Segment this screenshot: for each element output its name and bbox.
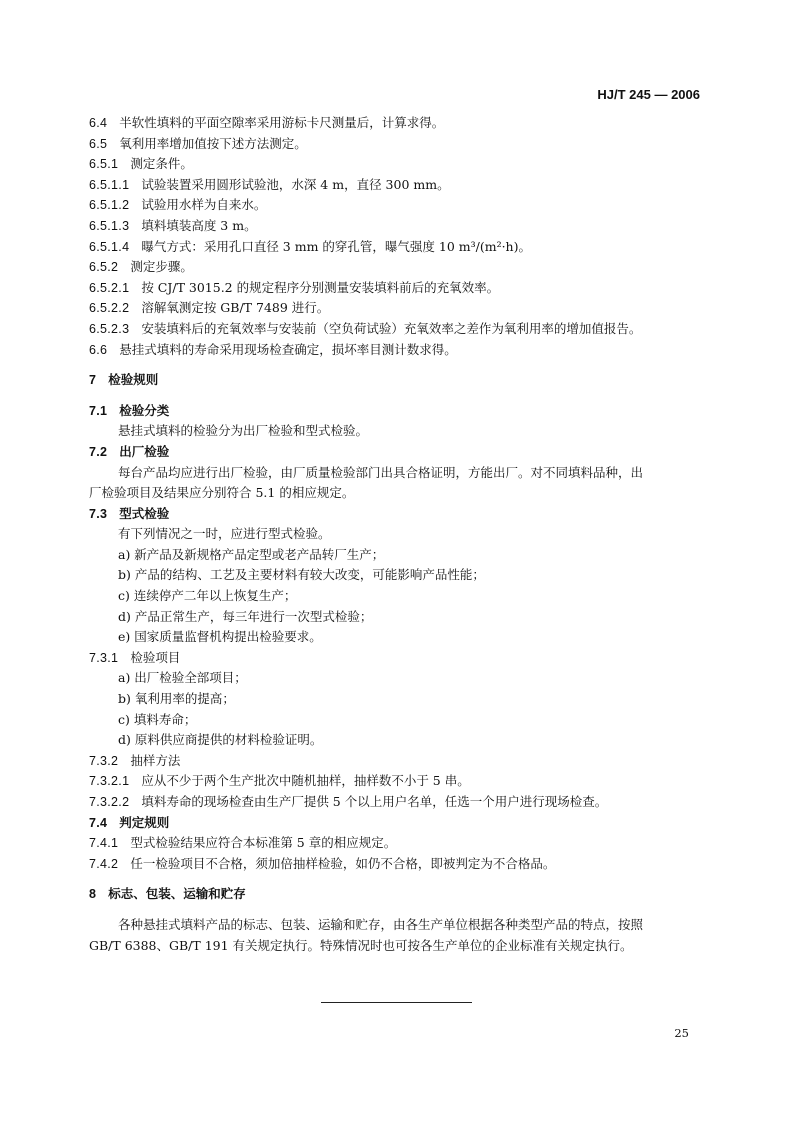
section-7-heading	[89, 370, 705, 391]
clause-number: 7.4.1	[89, 836, 119, 851]
clause-text: 填料寿命的现场检查由生产厂提供 5 个以上用户名单，任选一个用户进行现场检查。	[141, 794, 608, 809]
page-number: 25	[674, 1026, 689, 1040]
clause-number: 6.5.1	[89, 157, 119, 172]
clause-number: 6.5.1.2	[89, 198, 130, 213]
clause-number: 6.4	[89, 116, 108, 130]
section-title: 检验规则	[108, 372, 159, 388]
clause-7-3-2-1	[89, 771, 705, 792]
clause-text: 试验装置采用圆形试验池，水深 4 m，直径 300 mm。	[141, 176, 450, 192]
clause-number: 7.3.1	[89, 650, 119, 665]
clause-6-5-2-2	[89, 298, 705, 319]
clause-6-5-1-2	[89, 195, 705, 216]
spacer	[89, 874, 705, 884]
clause-7-2-text-line1: 每台产品均应进行出厂检验，由厂质量检验部门出具合格证明，方能出厂。对不同填料品种，出	[118, 464, 644, 480]
list-item: d) 产品正常生产，每三年进行一次型式检验；	[118, 608, 373, 624]
clause-number: 6.6	[89, 342, 108, 357]
section-8-text-line1: 各种悬挂式填料产品的标志、包装、运输和贮存，由各生产单位根据各种类型产品的特点，按照	[118, 916, 644, 932]
clause-number: 7.4	[89, 815, 108, 830]
clause-6-6	[89, 340, 705, 361]
clause-7-3-intro: 有下列情况之一时，应进行型式检验。	[118, 526, 331, 542]
clause-7-3-heading	[89, 504, 705, 525]
clause-title: 检验分类	[119, 402, 170, 418]
standard-code: HJ/T 245 — 2006	[597, 87, 700, 102]
clause-number: 7.4.2	[89, 856, 119, 871]
clause-7-3-2	[89, 751, 705, 772]
clause-number: 7.3.2.1	[89, 774, 130, 789]
clause-text: 安装填料后的充氧效率与安装前（空负荷试验）充氧效率之差作为氧利用率的增加值报告。	[141, 320, 642, 336]
clause-text: 测定条件。	[130, 156, 193, 172]
clause-text: 曝气方式：采用孔口直径 3 mm 的穿孔管，曝气强度 10 m³/(m²·h)。	[141, 238, 531, 254]
clause-7-2-heading	[89, 442, 705, 463]
clause-number: 6.5.1.4	[89, 239, 130, 254]
clause-7-2-text-line2: 厂检验项目及结果应分别符合 5.1 的相应规定。	[89, 485, 355, 501]
clause-number: 6.5	[89, 136, 108, 151]
clause-number: 6.5.1.3	[89, 218, 130, 233]
clause-7-4-heading	[89, 813, 705, 834]
list-item: e) 国家质量监督机构提出检验要求。	[118, 629, 322, 645]
section-number: 7	[89, 373, 97, 388]
section-number: 8	[89, 887, 97, 902]
list-item: a) 出厂检验全部项目；	[118, 670, 247, 686]
clause-number: 6.5.2.2	[89, 301, 130, 316]
clause-number: 6.5.1.1	[89, 177, 130, 192]
clause-number: 7.3.2.2	[89, 795, 130, 809]
spacer	[89, 391, 705, 401]
list-item: d) 原料供应商提供的材料检验证明。	[118, 732, 323, 748]
clause-7-1-text: 悬挂式填料的检验分为出厂检验和型式检验。	[118, 423, 369, 439]
clause-7-4-1	[89, 833, 705, 854]
clause-6-5-2	[89, 257, 705, 278]
footer-rule	[321, 1002, 472, 1003]
list-item: c) 连续停产二年以上恢复生产；	[118, 588, 297, 604]
clause-6-5-2-1	[89, 278, 705, 299]
clause-6-5-2-3	[89, 319, 705, 340]
clause-text: 抽样方法	[130, 752, 181, 768]
clause-6-4	[89, 113, 705, 134]
clause-text: 半软性填料的平面空隙率采用游标卡尺测量后，计算求得。	[119, 115, 445, 130]
clause-text: 悬挂式填料的寿命采用现场检查确定，损坏率目测计数求得。	[119, 341, 457, 357]
clause-title: 判定规则	[119, 814, 170, 830]
clause-7-4-2	[89, 854, 705, 875]
list-item: b) 氧利用率的提高；	[118, 691, 235, 707]
clause-text: 测定步骤。	[130, 259, 193, 275]
clause-number: 6.5.2	[89, 260, 119, 275]
clause-6-5	[89, 134, 705, 155]
clause-title: 出厂检验	[119, 443, 170, 459]
clause-6-5-1-4	[89, 237, 705, 258]
document-body	[89, 113, 705, 956]
clause-text: 应从不少于两个生产批次中随机抽样，抽样数不小于 5 串。	[141, 773, 470, 789]
clause-text: 溶解氧测定按 GB/T 7489 进行。	[141, 300, 330, 316]
section-title: 标志、包装、运输和贮存	[108, 886, 246, 902]
clause-number: 7.3	[89, 506, 108, 521]
clause-text: 型式检验结果应符合本标准第 5 章的相应规定。	[130, 835, 397, 851]
clause-text: 任一检验项目不合格，须加倍抽样检验，如仍不合格，即被判定为不合格品。	[130, 855, 556, 871]
clause-6-5-1-1	[89, 175, 705, 196]
list-item: b) 产品的结构、工艺及主要材料有较大改变，可能影响产品性能；	[118, 567, 485, 583]
clause-number: 7.2	[89, 444, 108, 459]
clause-number: 6.5.2.3	[89, 321, 130, 336]
clause-text: 填料填装高度 3 m。	[141, 217, 257, 233]
clause-number: 7.1	[89, 403, 108, 418]
clause-title: 型式检验	[119, 505, 170, 521]
clause-7-1-heading	[89, 401, 705, 422]
spacer	[89, 905, 705, 915]
clause-7-3-1	[89, 648, 705, 669]
list-item: a) 新产品及新规格产品定型或老产品转厂生产；	[118, 546, 385, 562]
clause-6-5-1	[89, 154, 705, 175]
section-8-text-line2: GB/T 6388、GB/T 191 有关规定执行。特殊情况时也可按各生产单位的企业标准有关规定执行。	[89, 937, 633, 953]
clause-number: 7.3.2	[89, 753, 119, 768]
clause-6-5-1-3	[89, 216, 705, 237]
spacer	[89, 360, 705, 370]
clause-number: 6.5.2.1	[89, 280, 130, 295]
section-8-heading	[89, 884, 705, 905]
clause-text: 氧利用率增加值按下述方法测定。	[119, 135, 307, 151]
clause-7-3-2-2	[89, 792, 705, 813]
clause-text: 按 CJ/T 3015.2 的规定程序分别测量安装填料前后的充氧效率。	[141, 279, 500, 295]
clause-text: 试验用水样为自来水。	[141, 197, 267, 213]
list-item: c) 填料寿命；	[118, 711, 197, 727]
clause-text: 检验项目	[130, 649, 181, 665]
